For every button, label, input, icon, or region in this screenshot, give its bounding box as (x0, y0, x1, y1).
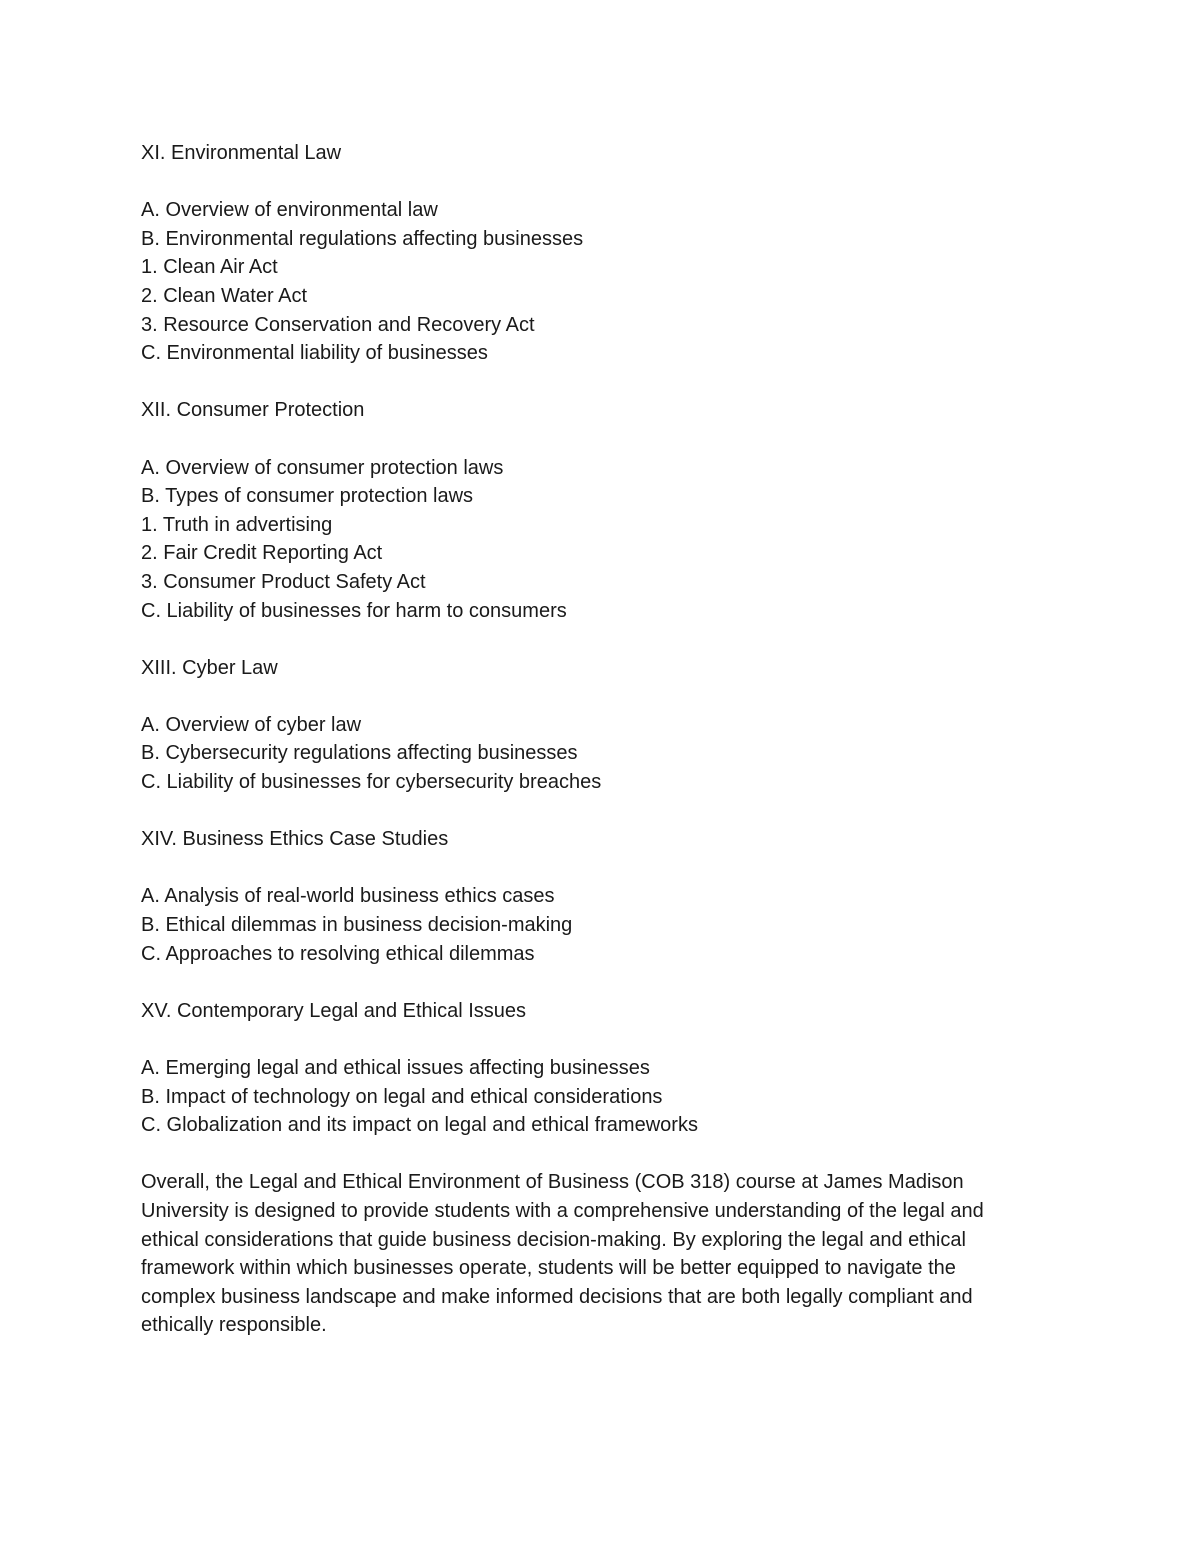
outline-item: B. Cybersecurity regulations affecting businesses (141, 742, 578, 765)
summary-line: ethically responsible. (141, 1314, 327, 1337)
outline-item: B. Types of consumer protection laws (141, 485, 474, 508)
outline-item: 2. Clean Water Act (141, 284, 307, 307)
outline-item: 1. Clean Air Act (141, 256, 278, 279)
summary-line: Overall, the Legal and Ethical Environment of Business (COB 318) course at James Madison (141, 1171, 964, 1194)
outline-item: A. Emerging legal and ethical issues affecting businesses (141, 1057, 650, 1079)
outline-item: 3. Resource Conservation and Recovery Act (141, 313, 535, 336)
outline-item: A. Analysis of real-world business ethics cases (141, 885, 555, 908)
section-environmental-law (141, 139, 1061, 368)
outline-item: C. Approaches to resolving ethical dilemmas (141, 942, 535, 965)
section-consumer-protection (141, 396, 1061, 625)
outline-item: B. Environmental regulations affecting businesses (141, 227, 584, 250)
outline-item: B. Ethical dilemmas in business decision-making (141, 914, 573, 937)
summary-paragraph (141, 1168, 1061, 1340)
section-heading: XIII. Cyber Law (141, 656, 278, 679)
section-contemporary-issues (141, 997, 1061, 1140)
section-heading: XI. Environmental Law (141, 142, 342, 164)
document-body (141, 139, 1061, 1340)
outline-item: C. Liability of businesses for harm to consumers (141, 599, 567, 622)
outline-item: 3. Consumer Product Safety Act (141, 570, 426, 593)
outline-item: B. Impact of technology on legal and ethical considerations (141, 1085, 663, 1108)
section-heading: XIV. Business Ethics Case Studies (141, 828, 449, 851)
section-cyber-law (141, 654, 1061, 797)
summary-line: ethical considerations that guide business decision-making. By exploring the legal and ethical (141, 1228, 966, 1251)
summary-line: framework within which businesses operate, students will be better equipped to navigate the (141, 1257, 956, 1280)
outline-item: 1. Truth in advertising (141, 513, 333, 536)
outline-item: C. Globalization and its impact on legal and ethical frameworks (141, 1114, 698, 1137)
outline-item: A. Overview of cyber law (141, 713, 362, 736)
summary-line: University is designed to provide students with a comprehensive understanding of the legal and (141, 1199, 984, 1222)
section-business-ethics-case-studies (141, 825, 1061, 968)
summary-line: complex business landscape and make informed decisions that are both legally compliant and (141, 1285, 973, 1308)
outline-item: C. Environmental liability of businesses (141, 342, 488, 365)
outline-item: A. Overview of consumer protection laws (141, 456, 504, 479)
outline-item: 2. Fair Credit Reporting Act (141, 542, 383, 565)
outline-item: C. Liability of businesses for cybersecurity breaches (141, 771, 602, 794)
outline-item: A. Overview of environmental law (141, 199, 438, 222)
section-heading: XV. Contemporary Legal and Ethical Issues (141, 999, 527, 1022)
section-heading: XII. Consumer Protection (141, 399, 365, 422)
